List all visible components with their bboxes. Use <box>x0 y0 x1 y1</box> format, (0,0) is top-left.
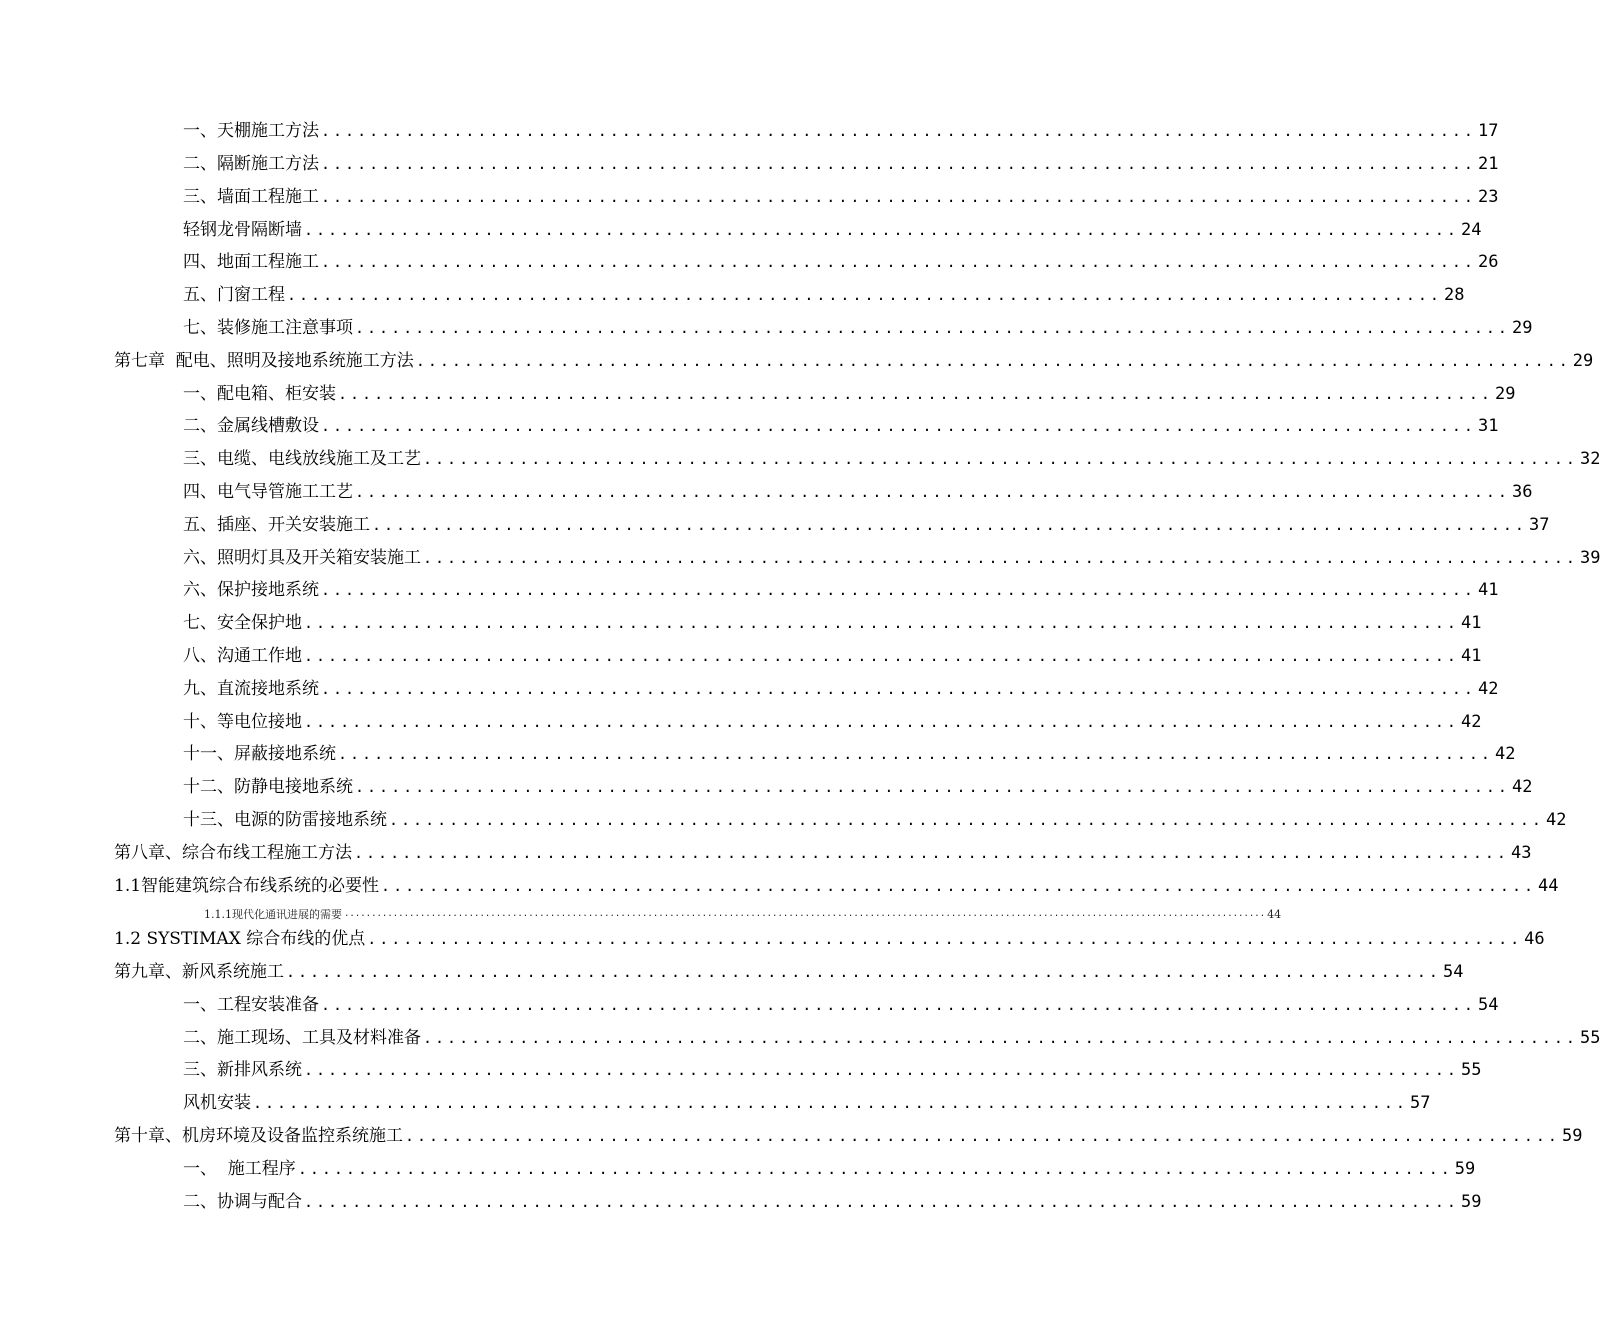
toc-entry-title: 轻钢龙骨隔断墙 <box>183 220 302 240</box>
toc-leader-dots: ................................................................................................ <box>354 844 1509 862</box>
toc-leader-dots: ................................................................................................ <box>355 483 1510 501</box>
toc-page-number: 24 <box>1460 220 1482 240</box>
toc-entry-title: 二、协调与配合 <box>183 1192 302 1212</box>
toc-entry[interactable] <box>183 274 1465 306</box>
toc-leader-dots: ................................................................................................ <box>304 1193 1459 1211</box>
toc-page-number: 46 <box>1524 929 1545 949</box>
toc-leader-dots: ................................................................................................ <box>338 385 1493 403</box>
toc-leader-dots: ................................................................................................ <box>415 352 1571 370</box>
toc-entry-title: 一、 施工程序 <box>183 1159 296 1179</box>
toc-entry-title: 五、门窗工程 <box>183 285 285 305</box>
toc-page-number: 42 <box>1494 744 1516 764</box>
toc-entry-title: 第十章、机房环境及设备监控系统施工 <box>114 1126 403 1146</box>
toc-entry-title: 四、电气导管施工工艺 <box>183 482 353 502</box>
toc-leader-dots: ................................................................................................ <box>286 963 1441 981</box>
toc-entry-title: 八、沟通工作地 <box>183 646 302 666</box>
toc-page-number: 57 <box>1409 1093 1431 1113</box>
toc-entry[interactable] <box>183 307 1533 339</box>
toc-page-number: 59 <box>1454 1159 1476 1179</box>
toc-entry[interactable] <box>183 1148 1476 1180</box>
toc-entry-title: 风机安装 <box>183 1093 251 1113</box>
toc-entry-title: 十一、屏蔽接地系统 <box>183 744 336 764</box>
toc-entry-title: 1.2 SYSTIMAX 综合布线的优点 <box>114 929 366 949</box>
toc-leader-dots: ................................................................................................ <box>321 417 1476 435</box>
toc-leader-dots: ................................................................................................ <box>287 286 1442 304</box>
toc-entry-title: 九、直流接地系统 <box>183 679 319 699</box>
toc-leader-dots: ................................................................................................ <box>304 647 1459 665</box>
toc-entry-title: 六、保护接地系统 <box>183 580 319 600</box>
toc-entry-title: 十三、电源的防雷接地系统 <box>183 810 387 830</box>
toc-entry[interactable] <box>183 1049 1482 1081</box>
toc-entry[interactable] <box>183 1017 1600 1049</box>
toc-page-number: 29 <box>1572 351 1594 371</box>
toc-entry-title: 一、天棚施工方法 <box>183 121 319 141</box>
toc-page-number: 54 <box>1477 995 1499 1015</box>
toc-entry[interactable] <box>183 733 1516 765</box>
toc-entry[interactable] <box>183 373 1516 405</box>
toc-page-number: 42 <box>1545 810 1567 830</box>
toc-entry[interactable] <box>183 569 1499 601</box>
toc-page-number: 55 <box>1460 1060 1482 1080</box>
toc-page-number: 29 <box>1511 318 1533 338</box>
toc-entry-title: 第八章、综合布线工程施工方法 <box>114 843 352 863</box>
toc-page-number: 29 <box>1494 384 1516 404</box>
toc-entry-title: 二、施工现场、工具及材料准备 <box>183 1028 421 1048</box>
toc-entry-title: 六、照明灯具及开关箱安装施工 <box>183 548 421 568</box>
toc-entry[interactable] <box>183 635 1482 667</box>
toc-leader-dots: ................................................................................................ <box>321 155 1476 173</box>
toc-entry-title: 五、插座、开关安装施工 <box>183 515 370 535</box>
toc-leader-dots: ................................................................................................ <box>423 549 1578 567</box>
toc-leader-dots: ................................................................................................ <box>372 516 1527 534</box>
toc-entry-title: 第九章、新风系统施工 <box>114 962 284 982</box>
toc-leader-dots: ................................................................................................ <box>321 188 1476 206</box>
toc-entry[interactable] <box>183 984 1499 1016</box>
toc-page-number: 26 <box>1477 252 1499 272</box>
toc-entry[interactable] <box>183 405 1499 437</box>
toc-entry-title: 第七章 配电、照明及接地系统施工方法 <box>114 351 414 371</box>
toc-entry[interactable] <box>183 668 1499 700</box>
toc-entry-title: 四、地面工程施工 <box>183 252 319 272</box>
toc-leader-dots: ................................................................................................ <box>355 319 1510 337</box>
toc-leader-dots: ................................................................................................ <box>321 996 1476 1014</box>
toc-page-number: 42 <box>1511 777 1533 797</box>
toc-entry[interactable] <box>183 602 1482 634</box>
toc-entry[interactable] <box>183 799 1567 831</box>
toc-leader-dots: ................................................................................................ <box>321 122 1476 140</box>
toc-entry[interactable] <box>114 1115 1583 1147</box>
toc-entry[interactable] <box>114 340 1594 372</box>
toc-entry[interactable] <box>183 241 1499 273</box>
toc-leader-dots: ................................................................................................ <box>297 1160 1453 1178</box>
toc-leader-dots: ................................................................................................ <box>367 930 1523 948</box>
toc-page-number: 17 <box>1477 121 1499 141</box>
toc-page-number: 32 <box>1579 449 1600 469</box>
toc-entry-title: 二、隔断施工方法 <box>183 154 319 174</box>
toc-page-number: 31 <box>1477 416 1499 436</box>
toc-leader-dots: ................................................................................................ <box>321 680 1476 698</box>
toc-page-number: 28 <box>1443 285 1465 305</box>
toc-entry[interactable] <box>114 951 1464 983</box>
toc-page-number: 37 <box>1528 515 1550 535</box>
toc-leader-dots: ................................................................................................ <box>304 614 1459 632</box>
toc-leader-dots: ................................................................................................ <box>253 1094 1408 1112</box>
toc-entry[interactable] <box>183 537 1600 569</box>
toc-page-number: 43 <box>1510 843 1532 863</box>
toc-leader-dots: ................................................................................................ <box>389 811 1544 829</box>
toc-page-number: 54 <box>1442 962 1464 982</box>
toc-entry-title: 十、等电位接地 <box>183 712 302 732</box>
toc-entry[interactable] <box>183 1181 1482 1213</box>
toc-entry-title: 三、新排风系统 <box>183 1060 302 1080</box>
toc-entry-title: 1.1智能建筑综合布线系统的必要性 <box>114 876 380 896</box>
toc-leader-dots: ................................................................................................ <box>423 450 1578 468</box>
toc-leader-dots: ................................................................................................ <box>381 877 1536 895</box>
toc-entry-title: 三、电缆、电线放线施工及工艺 <box>183 449 421 469</box>
toc-page-number: 44 <box>1267 908 1282 921</box>
toc-page-number: 42 <box>1460 712 1482 732</box>
toc-page-number: 41 <box>1460 646 1482 666</box>
toc-entry-title: 七、装修施工注意事项 <box>183 318 353 338</box>
toc-entry[interactable] <box>183 110 1499 142</box>
toc-leader-dots: .......................................................................................................................................................................... <box>344 909 1266 919</box>
toc-entry[interactable] <box>183 471 1533 503</box>
toc-entry-title: 七、安全保护地 <box>183 613 302 633</box>
toc-entry-title: 二、金属线槽敷设 <box>183 416 319 436</box>
toc-page-number: 36 <box>1511 482 1533 502</box>
toc-entry[interactable] <box>183 504 1550 536</box>
toc-entry-title: 一、工程安装准备 <box>183 995 319 1015</box>
toc-entry-title: 1.1.1现代化通讯进展的需要 <box>204 908 342 921</box>
toc-entry[interactable] <box>183 209 1482 241</box>
toc-entry[interactable] <box>183 176 1499 208</box>
toc-entry[interactable] <box>114 832 1532 864</box>
toc-entry[interactable] <box>183 143 1499 175</box>
toc-entry[interactable] <box>114 918 1545 950</box>
toc-leader-dots: ................................................................................................ <box>355 778 1510 796</box>
toc-entry[interactable] <box>183 1082 1431 1114</box>
toc-page-number: 42 <box>1477 679 1499 699</box>
toc-leader-dots: ................................................................................................ <box>321 253 1476 271</box>
toc-leader-dots: ................................................................................................ <box>304 221 1459 239</box>
toc-entry-title: 十二、防静电接地系统 <box>183 777 353 797</box>
toc-leader-dots: ................................................................................................ <box>405 1127 1560 1145</box>
toc-page-number: 59 <box>1460 1192 1482 1212</box>
toc-page-number: 41 <box>1460 613 1482 633</box>
toc-leader-dots: ................................................................................................ <box>304 1061 1459 1079</box>
toc-leader-dots: ................................................................................................ <box>338 745 1493 763</box>
toc-page-number: 55 <box>1579 1028 1600 1048</box>
toc-page-number: 39 <box>1579 548 1600 568</box>
toc-page-number: 59 <box>1561 1126 1583 1146</box>
toc-page-number: 41 <box>1477 580 1499 600</box>
toc-entry-title: 三、墙面工程施工 <box>183 187 319 207</box>
toc-page-number: 21 <box>1477 154 1499 174</box>
toc-entry-title: 一、配电箱、柜安装 <box>183 384 336 404</box>
toc-entry[interactable] <box>183 766 1533 798</box>
toc-entry[interactable] <box>183 701 1482 733</box>
toc-entry[interactable] <box>183 438 1600 470</box>
toc-entry[interactable] <box>114 865 1559 897</box>
toc-leader-dots: ................................................................................................ <box>304 713 1459 731</box>
toc-leader-dots: ................................................................................................ <box>321 581 1476 599</box>
toc-page-number: 23 <box>1477 187 1499 207</box>
toc-page-number: 44 <box>1538 876 1559 896</box>
toc-leader-dots: ................................................................................................ <box>423 1029 1578 1047</box>
